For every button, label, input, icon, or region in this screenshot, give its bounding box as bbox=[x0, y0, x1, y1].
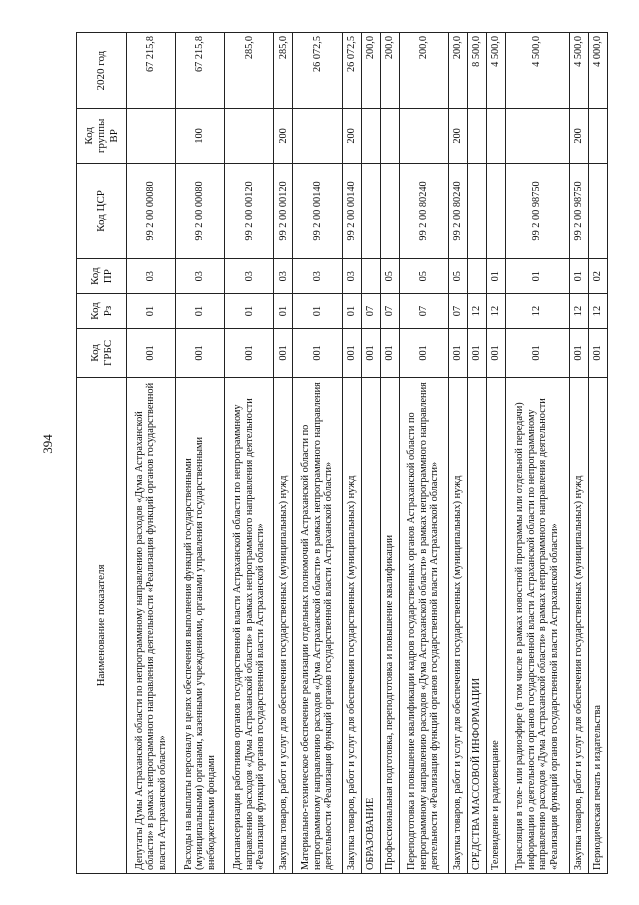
cell-grbs: 001 bbox=[342, 328, 361, 377]
cell-pr: 03 bbox=[293, 259, 342, 294]
table-header-row bbox=[77, 33, 127, 874]
cell-grbs: 001 bbox=[176, 328, 225, 377]
cell-vr: 200 bbox=[569, 109, 588, 163]
cell-pr: 03 bbox=[176, 259, 225, 294]
cell-grbs: 001 bbox=[467, 328, 486, 377]
cell-amount: 200,0 bbox=[361, 33, 380, 109]
cell-amount: 285,0 bbox=[225, 33, 274, 109]
cell-rz: 12 bbox=[505, 294, 569, 329]
table-row bbox=[486, 33, 505, 874]
header-csr: Код ЦСР bbox=[77, 163, 127, 259]
cell-amount: 67 215,8 bbox=[127, 33, 176, 109]
cell-amount: 4 500,0 bbox=[505, 33, 569, 109]
cell-vr bbox=[361, 109, 380, 163]
cell-csr: 99 2 00 00140 bbox=[342, 163, 361, 259]
table-row bbox=[448, 33, 467, 874]
cell-pr bbox=[361, 259, 380, 294]
cell-rz: 01 bbox=[342, 294, 361, 329]
cell-grbs: 001 bbox=[448, 328, 467, 377]
cell-vr bbox=[293, 109, 342, 163]
cell-rz: 12 bbox=[467, 294, 486, 329]
cell-pr: 05 bbox=[399, 259, 448, 294]
cell-grbs: 001 bbox=[361, 328, 380, 377]
cell-rz: 07 bbox=[448, 294, 467, 329]
header-grbs: Код ГРБС bbox=[77, 328, 127, 377]
cell-rz: 07 bbox=[361, 294, 380, 329]
cell-vr: 200 bbox=[342, 109, 361, 163]
cell-amount: 200,0 bbox=[380, 33, 399, 109]
cell-vr bbox=[127, 109, 176, 163]
cell-grbs: 001 bbox=[569, 328, 588, 377]
cell-csr: 99 2 00 00120 bbox=[225, 163, 274, 259]
cell-csr bbox=[361, 163, 380, 259]
table-row bbox=[588, 33, 607, 874]
cell-vr: 200 bbox=[274, 109, 293, 163]
cell-grbs: 001 bbox=[486, 328, 505, 377]
cell-name: Закупка товаров, работ и услуг для обеспечения государственных (муниципальных) нужд bbox=[342, 377, 361, 873]
cell-vr bbox=[486, 109, 505, 163]
cell-name: Закупка товаров, работ и услуг для обеспечения государственных (муниципальных) нужд bbox=[274, 377, 293, 873]
cell-amount: 4 000,0 bbox=[588, 33, 607, 109]
cell-amount: 4 500,0 bbox=[486, 33, 505, 109]
header-rz: Код Рз bbox=[77, 294, 127, 329]
cell-pr: 03 bbox=[127, 259, 176, 294]
cell-name: Переподготовка и повышение квалификации кадров государственных органов Астраханской области по непрограммному направлению расходов «Дума Астраханской области» в рамках непрограммного направления деятельности «Реализация функций органов государственной власти Астраханской области» bbox=[399, 377, 448, 873]
budget-table bbox=[76, 32, 608, 874]
cell-rz: 01 bbox=[293, 294, 342, 329]
cell-amount: 200,0 bbox=[399, 33, 448, 109]
page-number: 394 bbox=[40, 434, 55, 454]
cell-rz: 12 bbox=[569, 294, 588, 329]
cell-vr bbox=[380, 109, 399, 163]
table-row bbox=[293, 33, 342, 874]
table-row bbox=[274, 33, 293, 874]
table-row bbox=[176, 33, 225, 874]
cell-grbs: 001 bbox=[127, 328, 176, 377]
cell-csr bbox=[380, 163, 399, 259]
table-row bbox=[342, 33, 361, 874]
cell-csr: 99 2 00 98750 bbox=[569, 163, 588, 259]
cell-pr: 05 bbox=[380, 259, 399, 294]
cell-amount: 4 500,0 bbox=[569, 33, 588, 109]
table-body bbox=[127, 33, 608, 874]
header-name: Наименование показателя bbox=[77, 377, 127, 873]
cell-vr bbox=[505, 109, 569, 163]
cell-csr: 99 2 00 80240 bbox=[399, 163, 448, 259]
cell-name: Профессиональная подготовка, переподготовка и повышение квалификации bbox=[380, 377, 399, 873]
cell-grbs: 001 bbox=[225, 328, 274, 377]
cell-amount: 26 072,5 bbox=[342, 33, 361, 109]
table-row bbox=[127, 33, 176, 874]
cell-rz: 07 bbox=[399, 294, 448, 329]
cell-csr bbox=[588, 163, 607, 259]
cell-rz: 01 bbox=[127, 294, 176, 329]
cell-name: Периодическая печать и издательства bbox=[588, 377, 607, 873]
table-row bbox=[225, 33, 274, 874]
cell-amount: 200,0 bbox=[448, 33, 467, 109]
cell-amount: 8 500,0 bbox=[467, 33, 486, 109]
cell-grbs: 001 bbox=[274, 328, 293, 377]
cell-grbs: 001 bbox=[380, 328, 399, 377]
cell-csr: 99 2 00 00120 bbox=[274, 163, 293, 259]
cell-name: Закупка товаров, работ и услуг для обеспечения государственных (муниципальных) нужд bbox=[448, 377, 467, 873]
cell-amount: 285,0 bbox=[274, 33, 293, 109]
cell-rz: 12 bbox=[486, 294, 505, 329]
cell-amount: 67 215,8 bbox=[176, 33, 225, 109]
table-row bbox=[467, 33, 486, 874]
cell-name: ОБРАЗОВАНИЕ bbox=[361, 377, 380, 873]
cell-amount: 26 072,5 bbox=[293, 33, 342, 109]
cell-rz: 01 bbox=[274, 294, 293, 329]
cell-csr: 99 2 00 98750 bbox=[505, 163, 569, 259]
cell-csr: 99 2 00 00140 bbox=[293, 163, 342, 259]
rotated-table-container bbox=[76, 32, 608, 874]
cell-name: Закупка товаров, работ и услуг для обеспечения государственных (муниципальных) нужд bbox=[569, 377, 588, 873]
cell-pr: 01 bbox=[569, 259, 588, 294]
cell-pr: 02 bbox=[588, 259, 607, 294]
cell-name: Телевидение и радиовещание bbox=[486, 377, 505, 873]
cell-rz: 07 bbox=[380, 294, 399, 329]
cell-pr: 03 bbox=[225, 259, 274, 294]
cell-name: Материально-техническое обеспечение реализации отдельных полномочий Астраханской области по непрограммному направлению расходов «Дума Астраханской области» в рамках непрограммного направления деятельности «Реализация функций органов государственной власти Астраханской области» bbox=[293, 377, 342, 873]
cell-name: Депутаты Думы Астраханской области по непрограммному направлению расходов «Дума Астраханской области» в рамках непрограммного направления деятельности «Реализация функций органов государственной власти Астраханской области» bbox=[127, 377, 176, 873]
header-amount: 2020 год bbox=[77, 33, 127, 109]
header-vr: Код группы ВР bbox=[77, 109, 127, 163]
cell-rz: 01 bbox=[225, 294, 274, 329]
cell-pr: 01 bbox=[505, 259, 569, 294]
cell-vr: 200 bbox=[448, 109, 467, 163]
cell-name: Расходы на выплаты персоналу в целях обеспечения выполнения функций государственными (муниципальными) органами, казенными учреждениями, органами управления государственными внебюджетными фондами bbox=[176, 377, 225, 873]
cell-pr: 01 bbox=[486, 259, 505, 294]
cell-vr bbox=[467, 109, 486, 163]
cell-csr: 99 2 00 00080 bbox=[127, 163, 176, 259]
cell-vr bbox=[399, 109, 448, 163]
cell-vr bbox=[588, 109, 607, 163]
cell-pr: 05 bbox=[448, 259, 467, 294]
cell-name: СРЕДСТВА МАССОВОЙ ИНФОРМАЦИИ bbox=[467, 377, 486, 873]
table-row bbox=[380, 33, 399, 874]
cell-pr bbox=[467, 259, 486, 294]
cell-pr: 03 bbox=[342, 259, 361, 294]
cell-csr bbox=[486, 163, 505, 259]
cell-vr bbox=[225, 109, 274, 163]
cell-csr: 99 2 00 80240 bbox=[448, 163, 467, 259]
cell-rz: 12 bbox=[588, 294, 607, 329]
cell-grbs: 001 bbox=[293, 328, 342, 377]
cell-vr: 100 bbox=[176, 109, 225, 163]
cell-pr: 03 bbox=[274, 259, 293, 294]
cell-rz: 01 bbox=[176, 294, 225, 329]
table-row bbox=[361, 33, 380, 874]
cell-grbs: 001 bbox=[399, 328, 448, 377]
header-pr: Код ПР bbox=[77, 259, 127, 294]
table-row bbox=[399, 33, 448, 874]
cell-csr bbox=[467, 163, 486, 259]
cell-csr: 99 2 00 00080 bbox=[176, 163, 225, 259]
cell-grbs: 001 bbox=[505, 328, 569, 377]
cell-name: Трансляция в теле- или радиоэфире (в том числе в рамках новостной программы или отдельной передачи) информации о деятельности органов государственной власти Астраханской области по непрограммному направлению расходов «Дума Астраханской области» в рамках непрограммного направления деятельности «Реализация функций органов государственной власти Астраханской области» bbox=[505, 377, 569, 873]
table-row bbox=[505, 33, 569, 874]
cell-grbs: 001 bbox=[588, 328, 607, 377]
table-row bbox=[569, 33, 588, 874]
cell-name: Диспансеризация работников органов государственной власти Астраханской области по непрограммному направлению расходов «Дума Астраханской области» в рамках непрограммного направления деятельности «Реализация функций органов государственной власти Астраханской области» bbox=[225, 377, 274, 873]
